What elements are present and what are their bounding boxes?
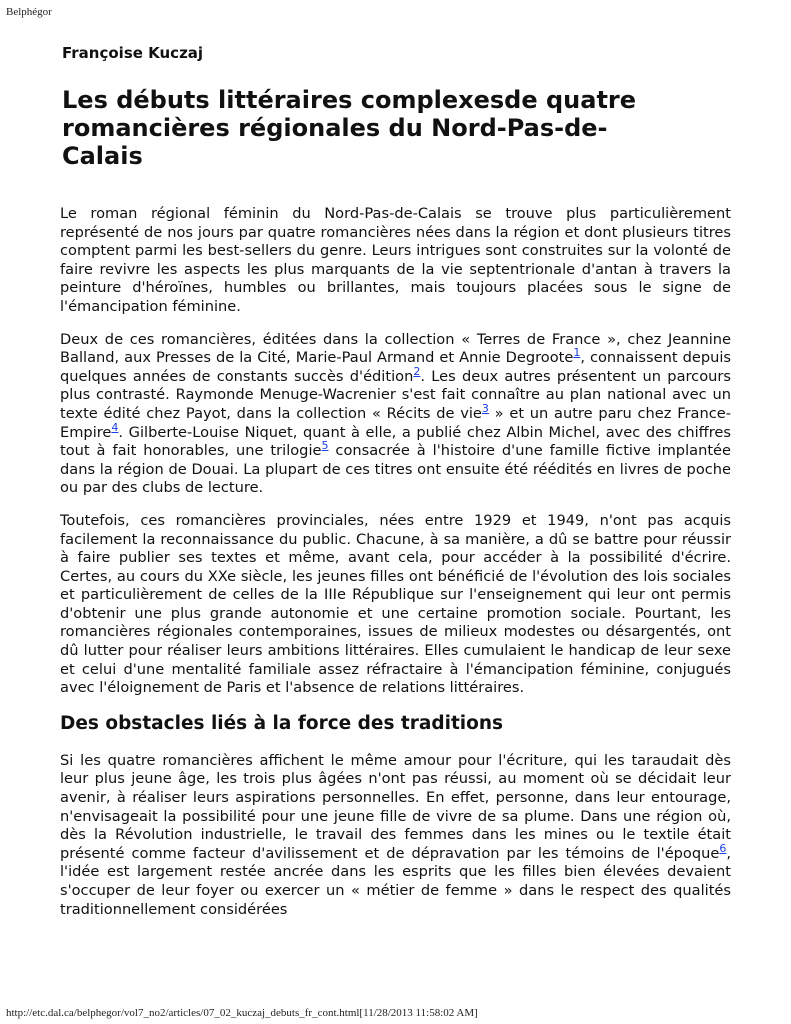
paragraph-2-text-f: consacrée à l'histoire d'une famille fictive implantée dans la région de Douai. La plupart de ces titres ont ensuite été réédités en livres de poche ou par des clubs de lecture.	[60, 442, 731, 497]
print-header-site: Belphégor	[6, 6, 52, 18]
paragraph-4-text-b: , l'idée est largement restée ancrée dans les esprits que les filles bien élevées devaient s'occuper de leur foyer ou exercer un « métier de femme » dans le respect des qualités traditionnellement considérées	[60, 844, 731, 918]
article-author: Françoise Kuczaj	[62, 44, 204, 62]
paragraph-2-text-c: . Les deux autres présentent un parcours plus contrasté. Raymonde Menuge-Wacrenier s'est fait connaître au plan national avec un texte édité chez Payot, dans la collection « Récits de vie	[60, 367, 731, 422]
article-title: Les débuts littéraires complexesde quatre romancières régionales du Nord-Pas-de-Calais	[62, 86, 637, 170]
paragraph-1: Le roman régional féminin du Nord-Pas-de-Calais se trouve plus particulièrement représenté de nos jours par quatre romancières nées dans la région et dont plusieurs titres comptent parmi les best-sellers du genre. Leurs intrigues sont construites sur la volonté de faire revivre les aspects les plus marquants de la vie septentrionale d'antan à travers la peinture d'héroïnes, humbles ou brillantes, mais toujours placées sous le signe de l'émancipation féminine.	[60, 205, 731, 315]
paragraph-3: Toutefois, ces romancières provinciales, nées entre 1929 et 1949, n'ont pas acquis facilement la reconnaissance du public. Chacune, à sa manière, a dû se battre pour réussir à faire publier ses textes et même, avant cela, pour accéder à la possibilité d'écrire. Certes, au cours du XXe siècle, les jeunes filles ont bénéficié de l'évolution des lois sociales et particulièrement de celles de la IIIe République sur l'enseignement qui leur ont permis d'obtenir une plus grande autonomie et une certaine promotion sociale. Pourtant, les romancières régionales contemporaines, issues de milieux modestes ou désargentés, ont dû lutter pour réaliser leurs ambitions littéraires. Elles cumulaient le handicap de leur sexe et celui d'une mentalité familiale assez réfractaire à l'émancipation féminine, conjugués avec l'éloignement de Paris et l'absence de relations littéraires.	[60, 511, 731, 697]
footnote-link-2[interactable]: 2	[413, 364, 421, 378]
paragraph-2-text-d: » et un autre paru chez France-Empire	[60, 404, 731, 441]
print-footer-url: http://etc.dal.ca/belphegor/vol7_no2/articles/07_02_kuczaj_debuts_fr_cont.html[11/28/2013 11:58:02 AM]	[6, 1007, 478, 1019]
paragraph-4-text-a: Si les quatre romancières affichent le même amour pour l'écriture, qui les taraudait dès leur plus jeune âge, les trois plus âgées n'ont pas réussi, au moment où se décidait leur avenir, à réaliser leurs aspirations personnelles. En effet, personne, dans leur entourage, n'envisageait la possibilité pour une jeune fille de vivre de sa plume. Dans une région où, dès la Révolution industrielle, le travail des femmes dans les mines ou le textile était présenté comme facteur d'avilissement et de dépravation par les témoins de l'époque	[60, 751, 731, 862]
section-heading: Des obstacles liés à la force des traditions	[60, 712, 504, 734]
footnote-link-4[interactable]: 4	[111, 420, 119, 434]
paragraph-4	[60, 752, 731, 919]
article-body	[60, 205, 731, 933]
paragraph-2-text-e: . Gilberte-Louise Niquet, quant à elle, a publié chez Albin Michel, avec des chiffres tout à fait honorables, une trilogie	[60, 423, 731, 460]
footnote-link-3[interactable]: 3	[481, 402, 489, 416]
footnote-link-6[interactable]: 6	[719, 841, 727, 855]
footnote-link-1[interactable]: 1	[573, 346, 581, 360]
paragraph-2-text-a: Deux de ces romancières, éditées dans la collection « Terres de France », chez Jeannine Balland, aux Presses de la Cité, Marie-Paul Armand et Annie Degroote	[60, 330, 731, 367]
paragraph-2	[60, 331, 731, 498]
footnote-link-5[interactable]: 5	[321, 439, 329, 453]
paragraph-2-text-b: , connaissent depuis quelques années de constants succès d'édition	[60, 349, 731, 385]
